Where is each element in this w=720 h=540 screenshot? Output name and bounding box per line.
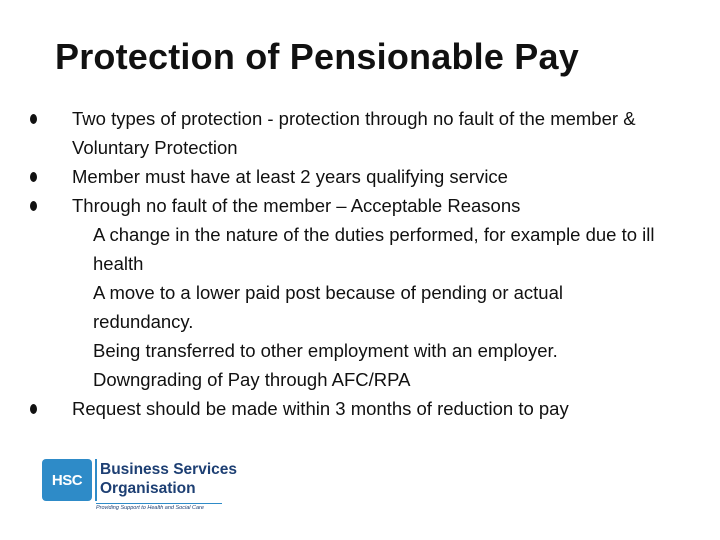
bullet-text-line: Two types of protection - protection through no fault of the member & [72, 108, 636, 129]
bullet-item [28, 191, 718, 220]
bullet-item [28, 104, 718, 162]
bullet-text-line: Through no fault of the member – Acceptable Reasons [72, 195, 521, 216]
sub-text-line: Being transferred to other employment with an employer. [93, 340, 558, 361]
hsc-badge-logo [42, 459, 92, 501]
logo-divider [95, 459, 97, 501]
logo-tagline: Providing Support to Health and Social Care [96, 505, 204, 511]
bullet-text-line: Request should be made within 3 months of reduction to pay [72, 398, 569, 419]
sub-text-line: Downgrading of Pay through AFC/RPA [93, 369, 411, 390]
org-name-line-1: Business Services [100, 461, 238, 478]
bullet-dot-icon [30, 404, 37, 414]
bullet-text-line: Member must have at least 2 years qualifying service [72, 166, 508, 187]
logo-rule [96, 503, 222, 504]
sub-text-line: redundancy. [93, 311, 194, 332]
bullet-text-line: Voluntary Protection [72, 137, 238, 158]
sub-text-line: A move to a lower paid post because of pending or actual [93, 282, 563, 303]
bullet-dot-icon [30, 201, 37, 211]
bullet-dot-icon [30, 114, 37, 124]
bullet-list [28, 104, 718, 423]
sub-text-line: A change in the nature of the duties performed, for example due to ill [93, 224, 655, 245]
organisation-logo [42, 459, 238, 515]
bullet-item [28, 394, 718, 423]
slide-title: Protection of Pensionable Pay [55, 36, 579, 77]
sub-text-line: health [93, 253, 144, 274]
org-name-line-2: Organisation [100, 480, 196, 497]
bullet-item [28, 162, 718, 191]
hsc-badge-text: HSC [51, 471, 83, 489]
bullet-dot-icon [30, 172, 37, 182]
